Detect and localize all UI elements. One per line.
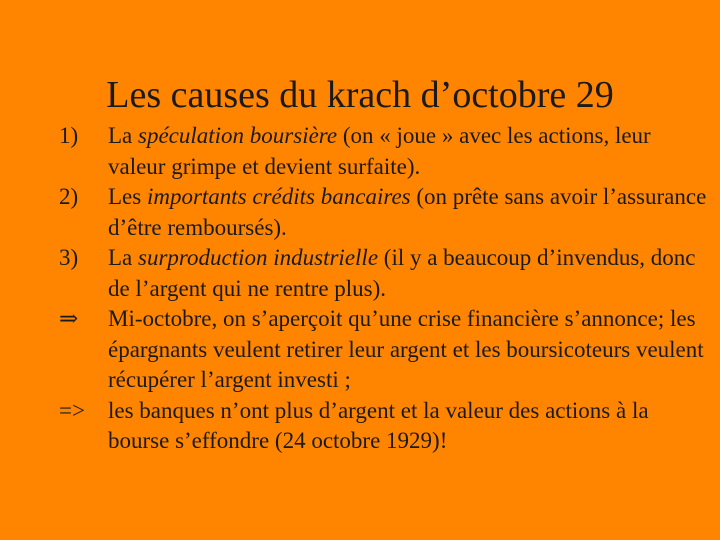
- final-text: les banques n’ont plus d’argent et la valeur des actions à la bourse s’effondre (24 octobre 1929)!: [108, 397, 649, 453]
- final-item: [59, 396, 709, 457]
- emphasis-text: spéculation boursière: [138, 123, 338, 148]
- text-run: (on « joue » avec les actions, leur valeur grimpe et devient surfaite).: [108, 123, 651, 179]
- text-run: La: [108, 245, 139, 270]
- cause-text: [108, 182, 709, 243]
- cause-text: [108, 121, 709, 182]
- implies-arrow-icon: ⇒: [59, 306, 79, 331]
- list-marker: 2): [59, 184, 79, 209]
- text-run: La: [108, 123, 139, 148]
- list-marker: 3): [59, 245, 79, 270]
- cause-item-3: [59, 243, 709, 304]
- text-arrow-marker: =>: [59, 397, 85, 423]
- text-run: (il y a beaucoup d’invendus, donc de l’argent qui ne rentre plus).: [108, 245, 696, 301]
- text-run: Les: [108, 184, 147, 209]
- cause-text: [108, 243, 709, 304]
- cause-item-2: [59, 182, 709, 243]
- text-run: (on prête sans avoir l’assurance d’être remboursés).: [108, 184, 707, 240]
- causes-list: [59, 121, 709, 457]
- list-marker: 1): [59, 123, 79, 148]
- emphasis-text: surproduction industrielle: [138, 245, 379, 270]
- emphasis-text: importants crédits bancaires: [146, 184, 411, 209]
- conclusion-item: [59, 304, 709, 396]
- slide-title: Les causes du krach d’octobre 29: [106, 74, 614, 116]
- conclusion-text: Mi-octobre, on s’aperçoit qu’une crise financière s’annonce; les épargnants veulent retirer leur argent et les boursicoteurs veulent récupérer l’argent investi ;: [108, 306, 704, 392]
- cause-item-1: [59, 121, 709, 182]
